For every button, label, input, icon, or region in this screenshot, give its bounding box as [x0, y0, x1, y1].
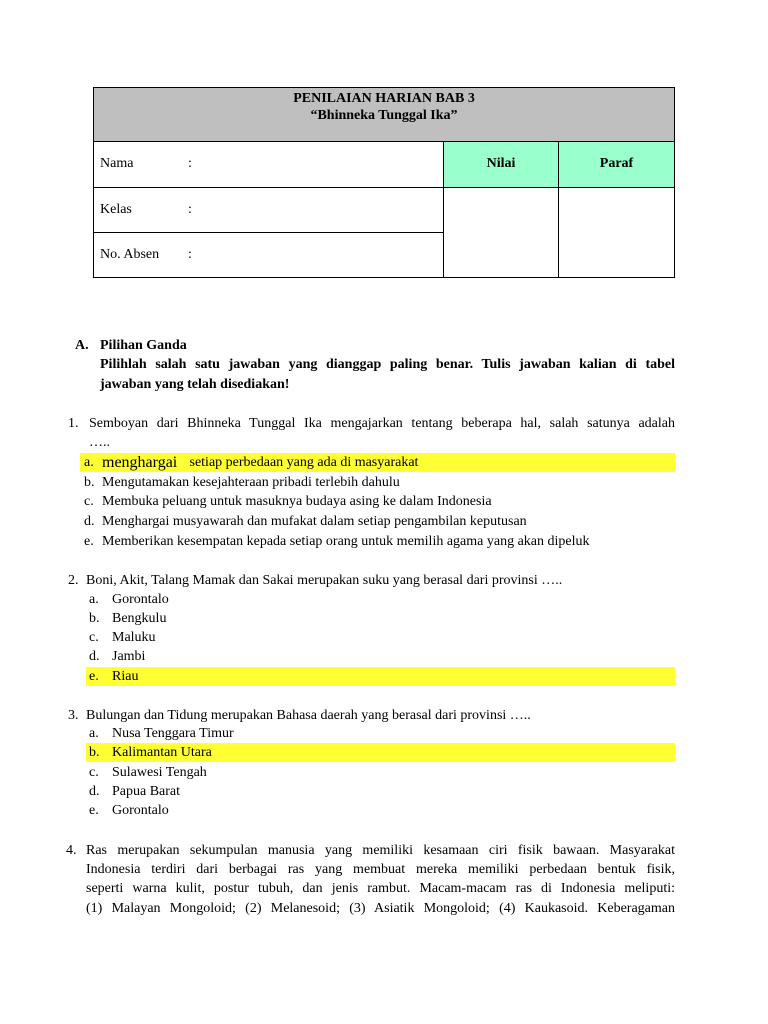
q2-option-a[interactable]: Gorontalo [112, 592, 169, 607]
section-instruction-1: Pilihlah salah satu jawaban yang dianggap paling benar. Tulis jawaban kalian di tabel [100, 357, 675, 372]
q1-option-e-letter: e. [84, 534, 94, 549]
question-4-line-2: Indonesia terdiri dari berbagai ras yang membuat mereka memiliki perbedaan bentuk fisik, [86, 862, 675, 877]
q2-option-c[interactable]: Maluku [112, 630, 156, 645]
q1-option-d[interactable]: Menghargai musyawarah dan mufakat dalam setiap pengambilan keputusan [102, 514, 527, 529]
q3-option-e-letter: e. [89, 803, 99, 818]
q2-option-a-letter: a. [89, 592, 99, 607]
question-2-text: Boni, Akit, Talang Mamak dan Sakai merupakan suku yang berasal dari provinsi ….. [86, 573, 563, 588]
q3-option-b-letter: b. [89, 745, 100, 760]
question-4-line-4: (1) Malayan Mongoloid; (2) Melanesoid; (3) Asiatik Mongoloid; (4) Kaukasoid. Keberagaman [86, 901, 675, 916]
header-title-cell [94, 88, 675, 142]
question-4-line-3: seperti warna kulit, postur tubuh, dan jenis rambut. Macam-macam ras di Indonesia meliputi: [86, 881, 675, 896]
q1-option-a-text-big: menghargai [102, 454, 178, 471]
q3-option-b-text: Kalimantan Utara [112, 745, 212, 760]
q3-option-c-letter: c. [89, 765, 99, 780]
paraf-header: Paraf [559, 142, 675, 187]
q3-option-c[interactable]: Sulawesi Tengah [112, 765, 207, 780]
q3-option-a-letter: a. [89, 726, 99, 741]
section-letter: A. [75, 338, 89, 353]
no-absen-label: No. Absen [100, 246, 160, 262]
header-table [93, 87, 675, 278]
q3-option-e[interactable]: Gorontalo [112, 803, 169, 818]
q2-option-e-text: Riau [112, 669, 139, 684]
q1-option-d-letter: d. [84, 514, 95, 529]
kelas-field[interactable] [94, 187, 444, 232]
nilai-header: Nilai [444, 142, 559, 187]
header-title: PENILAIAN HARIAN BAB 3 [293, 91, 475, 106]
q1-option-c[interactable]: Membuka peluang untuk masuknya budaya asing ke dalam Indonesia [102, 494, 492, 509]
q1-option-b[interactable]: Mengutamakan kesejahteraan pribadi terlebih dahulu [102, 475, 400, 490]
q2-option-e-letter: e. [89, 669, 99, 684]
nilai-box[interactable] [444, 187, 559, 277]
q1-option-b-letter: b. [84, 475, 95, 490]
q3-option-a[interactable]: Nusa Tenggara Timur [112, 726, 234, 741]
paraf-box[interactable] [559, 187, 675, 277]
q3-option-b[interactable] [86, 743, 675, 762]
question-1-text: Semboyan dari Bhinneka Tunggal Ika mengajarkan tentang beberapa hal, salah satunya adalah [89, 416, 675, 431]
question-3-number: 3. [68, 708, 79, 723]
kelas-colon: : [188, 201, 192, 217]
q1-option-a-text: setiap perbedaan yang ada di masyarakat [186, 455, 419, 470]
nama-field[interactable] [94, 142, 444, 187]
q2-option-c-letter: c. [89, 630, 99, 645]
q2-option-b[interactable]: Bengkulu [112, 611, 167, 626]
q1-option-c-letter: c. [84, 494, 94, 509]
q3-option-d-letter: d. [89, 784, 100, 799]
question-4-number: 4. [66, 843, 77, 858]
q1-option-a[interactable] [80, 453, 675, 472]
q2-option-d[interactable]: Jambi [112, 649, 146, 664]
no-absen-colon: : [188, 246, 192, 262]
q1-option-a-letter: a. [84, 455, 94, 470]
question-1-number: 1. [68, 416, 79, 431]
no-absen-field[interactable] [94, 232, 444, 277]
question-2-number: 2. [68, 573, 79, 588]
q1-option-e[interactable]: Memberikan kesempatan kepada setiap orang untuk memilih agama yang akan dipeluk [102, 534, 590, 549]
section-title: Pilihan Ganda [100, 338, 187, 353]
question-4-line-1: Ras merupakan sekumpulan manusia yang memiliki kesamaan ciri fisik bawaan. Masyarakat [86, 843, 675, 858]
q2-option-b-letter: b. [89, 611, 100, 626]
nama-label: Nama [100, 156, 134, 172]
header-subtitle: “Bhinneka Tunggal Ika” [310, 108, 458, 123]
section-instruction-2: jawaban yang telah disediakan! [100, 377, 290, 392]
q2-option-e[interactable] [86, 667, 675, 686]
kelas-label: Kelas [100, 201, 132, 217]
question-3-text: Bulungan dan Tidung merupakan Bahasa daerah yang berasal dari provinsi ….. [86, 708, 531, 723]
q3-option-d[interactable]: Papua Barat [112, 784, 181, 799]
nama-colon: : [188, 156, 192, 172]
q2-option-d-letter: d. [89, 649, 100, 664]
question-1-ellipsis: ….. [89, 435, 110, 450]
